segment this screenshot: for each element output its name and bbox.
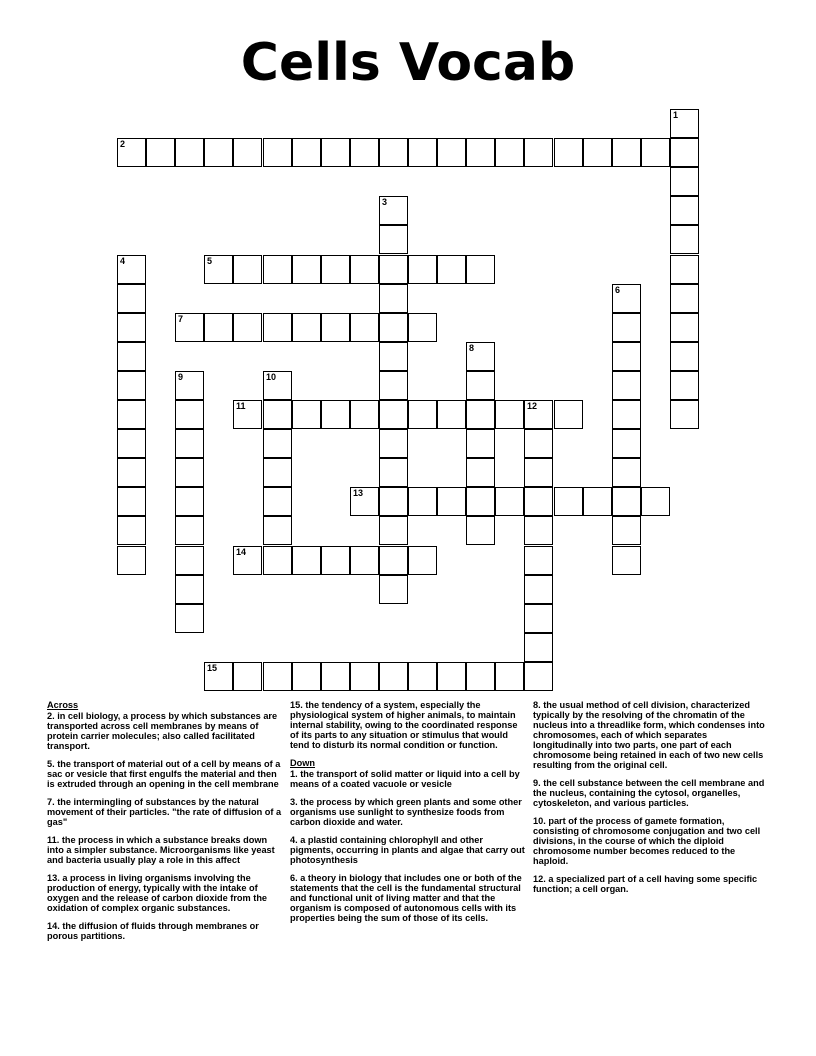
clue-item: [533, 816, 769, 866]
grid-cell[interactable]: [379, 575, 408, 604]
grid-cell[interactable]: [233, 313, 262, 342]
grid-cell[interactable]: [670, 167, 699, 196]
grid-cell[interactable]: [379, 546, 408, 575]
grid-cell[interactable]: [437, 662, 466, 691]
grid-cell[interactable]: [350, 138, 379, 167]
grid-cell[interactable]: [233, 662, 262, 691]
grid-cell[interactable]: [437, 487, 466, 516]
down-heading: Down: [290, 758, 316, 768]
clue-number: 10.: [533, 816, 549, 826]
grid-cell[interactable]: [175, 575, 204, 604]
grid-cell[interactable]: [379, 255, 408, 284]
grid-cell[interactable]: [379, 313, 408, 342]
grid-cell[interactable]: [554, 138, 583, 167]
grid-cell[interactable]: [379, 225, 408, 254]
grid-cell[interactable]: [204, 255, 233, 284]
grid-cell[interactable]: [175, 458, 204, 487]
grid-cell[interactable]: [175, 400, 204, 429]
grid-cell[interactable]: [408, 546, 437, 575]
clue-text: a theory in biology that includes one or both of the statements that the cell is the fundamental structural and functional unit of living matter and that the organism is composed of autonomous cells with its properties being the sum of those of its cells.: [290, 873, 522, 923]
across-heading: Across: [47, 700, 79, 710]
grid-cell[interactable]: [524, 516, 553, 545]
grid-cell[interactable]: [379, 371, 408, 400]
grid-cell[interactable]: [117, 546, 146, 575]
grid-cell[interactable]: [321, 255, 350, 284]
grid-cell[interactable]: [350, 546, 379, 575]
grid-cell[interactable]: [612, 138, 641, 167]
clue-number-label: 14: [236, 547, 247, 557]
grid-cell[interactable]: [379, 138, 408, 167]
grid-cell[interactable]: [117, 487, 146, 516]
clue-item: [290, 797, 526, 827]
clue-number: 11.: [47, 835, 62, 845]
grid-cell[interactable]: [524, 429, 553, 458]
grid-cell[interactable]: [263, 662, 292, 691]
clue-text: the process by which green plants and some other organisms use sunlight to synthesize foods from carbon dioxide and water.: [290, 797, 522, 827]
grid-cell[interactable]: [204, 313, 233, 342]
grid-cell[interactable]: [292, 138, 321, 167]
grid-cell[interactable]: [263, 400, 292, 429]
grid-cell[interactable]: [233, 138, 262, 167]
clue-number-label: 10: [266, 372, 277, 382]
grid-cell[interactable]: [524, 487, 553, 516]
grid-cell[interactable]: [321, 313, 350, 342]
grid-cell[interactable]: [117, 458, 146, 487]
grid-cell[interactable]: [437, 400, 466, 429]
clue-number: 15.: [290, 700, 306, 710]
grid-cell[interactable]: [379, 487, 408, 516]
grid-cell[interactable]: [379, 284, 408, 313]
clue-item: [533, 874, 769, 894]
grid-cell[interactable]: [641, 487, 670, 516]
grid-cell[interactable]: [612, 516, 641, 545]
grid-cell[interactable]: [670, 225, 699, 254]
grid-cell[interactable]: [554, 487, 583, 516]
grid-cell[interactable]: [408, 255, 437, 284]
clue-number: 3.: [290, 797, 301, 807]
clue-number: 9.: [533, 778, 544, 788]
grid-cell[interactable]: [117, 284, 146, 313]
grid-cell[interactable]: [466, 516, 495, 545]
grid-cell[interactable]: [117, 138, 146, 167]
grid-cell[interactable]: [175, 516, 204, 545]
grid-cell[interactable]: [670, 255, 699, 284]
clue-text: a plastid containing chlorophyll and other pigments, occurring in plants and algae that carry out photosynthesis: [290, 835, 525, 865]
grid-cell[interactable]: [466, 138, 495, 167]
grid-cell[interactable]: [350, 313, 379, 342]
clue-number: 13.: [47, 873, 63, 883]
grid-cell[interactable]: [117, 429, 146, 458]
grid-cell[interactable]: [175, 604, 204, 633]
grid-cell[interactable]: [670, 342, 699, 371]
grid-cell[interactable]: [524, 662, 553, 691]
grid-cell[interactable]: [612, 400, 641, 429]
page-title: Cells Vocab: [240, 33, 576, 93]
clue-number-label: 7: [178, 314, 184, 324]
grid-cell[interactable]: [175, 313, 204, 342]
grid-cell[interactable]: [670, 109, 699, 138]
clue-text: part of the process of gamete formation, consisting of chromosome conjugation and two cell divisions, in the course of which the diploid chromosome number becomes reduced to the haploid.: [533, 816, 761, 866]
grid-cell[interactable]: [379, 342, 408, 371]
grid-cell[interactable]: [466, 429, 495, 458]
grid-cell[interactable]: [495, 400, 524, 429]
clue-number-label: 9: [178, 372, 184, 382]
grid-cell[interactable]: [466, 400, 495, 429]
grid-cell[interactable]: [524, 138, 553, 167]
clue-item: [533, 700, 769, 770]
clue-list-col1: [47, 711, 283, 941]
grid-cell[interactable]: [263, 138, 292, 167]
clue-text: a process in living organisms involving the production of energy, typically with the intake of oxygen and the release of carbon dioxide from the oxidation of complex organic substances.: [47, 873, 268, 913]
clue-text: the intermingling of substances by the natural movement of their particles. "the rate of diffusion of a gas": [47, 797, 282, 827]
clues-column-3: [533, 700, 769, 902]
grid-cell[interactable]: [117, 342, 146, 371]
grid-cell[interactable]: [408, 313, 437, 342]
grid-cell[interactable]: [175, 371, 204, 400]
clue-number-label: 15: [207, 663, 218, 673]
grid-cell[interactable]: [379, 516, 408, 545]
clue-text: a specialized part of a cell having some specific function; a cell organ.: [533, 874, 758, 894]
grid-cell[interactable]: [117, 516, 146, 545]
clue-list-col2-across: [290, 700, 526, 750]
clue-number-label: 1: [673, 110, 679, 120]
grid-cell[interactable]: [263, 546, 292, 575]
clue-number-label: 3: [382, 197, 388, 207]
grid-cell[interactable]: [263, 313, 292, 342]
grid-cell[interactable]: [670, 371, 699, 400]
clue-text: the usual method of cell division, characterized typically by the resolving of the chromatin of the nucleus into a threadlike form, which condenses into chromosomes, each of which separates longitudinally into two parts, one part of each chromosome being retained in each of two new cells resulting from the original cell.: [533, 700, 765, 770]
grid-cell[interactable]: [292, 255, 321, 284]
grid-cell[interactable]: [292, 400, 321, 429]
clue-number-label: 13: [353, 488, 364, 498]
grid-cell[interactable]: [263, 371, 292, 400]
grid-cell[interactable]: [437, 138, 466, 167]
clue-text: in cell biology, a process by which substances are transported across cell membranes by means of protein carrier molecules; also called facilitated transport.: [47, 711, 278, 751]
grid-cell[interactable]: [612, 458, 641, 487]
grid-cell[interactable]: [204, 138, 233, 167]
grid-cell[interactable]: [408, 662, 437, 691]
clues-column-1: [47, 700, 283, 949]
grid-cell[interactable]: [350, 255, 379, 284]
clue-number-label: 4: [120, 256, 126, 266]
clue-list-col2-down: [290, 769, 526, 923]
grid-cell[interactable]: [379, 196, 408, 225]
grid-cell[interactable]: [263, 516, 292, 545]
grid-cell[interactable]: [233, 255, 262, 284]
clue-text: the tendency of a system, especially the physiological system of higher animals, to maintain internal stability, owing to the coordinated response of its parts to any situation or stimulus that would tend to disturb its normal condition or function.: [290, 700, 518, 750]
grid-cell[interactable]: [524, 604, 553, 633]
grid-cell[interactable]: [670, 138, 699, 167]
grid-cell[interactable]: [437, 255, 466, 284]
grid-cell[interactable]: [466, 487, 495, 516]
grid-cell[interactable]: [466, 458, 495, 487]
grid-cell[interactable]: [408, 487, 437, 516]
clue-number-label: 6: [615, 285, 621, 295]
grid-cell[interactable]: [379, 429, 408, 458]
clue-text: the transport of solid matter or liquid into a cell by means of a coated vacuole or vesicle: [290, 769, 520, 789]
grid-cell[interactable]: [233, 546, 262, 575]
grid-cell[interactable]: [495, 487, 524, 516]
grid-cell[interactable]: [175, 487, 204, 516]
grid-cell[interactable]: [641, 138, 670, 167]
grid-cell[interactable]: [379, 400, 408, 429]
grid-cell[interactable]: [379, 662, 408, 691]
clue-item: [290, 700, 526, 750]
grid-cell[interactable]: [292, 662, 321, 691]
clue-number: 2.: [47, 711, 58, 721]
clue-number-label: 12: [527, 401, 538, 411]
clue-number: 12.: [533, 874, 549, 884]
grid-cell[interactable]: [233, 400, 262, 429]
grid-cell[interactable]: [292, 546, 321, 575]
clue-number: 4.: [290, 835, 301, 845]
grid-cell[interactable]: [117, 371, 146, 400]
clue-item: [290, 873, 526, 923]
grid-cell[interactable]: [524, 575, 553, 604]
clue-item: [47, 921, 283, 941]
grid-cell[interactable]: [612, 342, 641, 371]
grid-cell[interactable]: [146, 138, 175, 167]
clue-item: [533, 778, 769, 808]
clue-list-col3: [533, 700, 769, 894]
grid-cell[interactable]: [612, 284, 641, 313]
clue-number: 5.: [47, 759, 58, 769]
clue-text: the cell substance between the cell membrane and the nucleus, containing the cytosol, organelles, cytoskeleton, and various particles.: [533, 778, 765, 808]
grid-cell[interactable]: [321, 400, 350, 429]
grid-cell[interactable]: [117, 400, 146, 429]
grid-cell[interactable]: [408, 400, 437, 429]
grid-cell[interactable]: [263, 458, 292, 487]
grid-cell[interactable]: [350, 487, 379, 516]
grid-cell[interactable]: [466, 255, 495, 284]
grid-cell[interactable]: [583, 138, 612, 167]
grid-cell[interactable]: [408, 138, 437, 167]
clue-number-label: 5: [207, 256, 213, 266]
grid-cell[interactable]: [670, 400, 699, 429]
grid-cell[interactable]: [670, 196, 699, 225]
grid-cell[interactable]: [350, 400, 379, 429]
grid-cell[interactable]: [612, 313, 641, 342]
grid-cell[interactable]: [379, 458, 408, 487]
grid-cell[interactable]: [350, 662, 379, 691]
grid-cell[interactable]: [583, 487, 612, 516]
grid-cell[interactable]: [524, 546, 553, 575]
grid-cell[interactable]: [495, 662, 524, 691]
grid-cell[interactable]: [670, 313, 699, 342]
clue-number: 8.: [533, 700, 544, 710]
grid-cell[interactable]: [524, 458, 553, 487]
grid-cell[interactable]: [612, 371, 641, 400]
grid-cell[interactable]: [175, 546, 204, 575]
grid-cell[interactable]: [204, 662, 233, 691]
grid-cell[interactable]: [175, 138, 204, 167]
clue-text: the diffusion of fluids through membranes or porous partitions.: [47, 921, 259, 941]
grid-cell[interactable]: [495, 138, 524, 167]
clue-number: 6.: [290, 873, 301, 883]
clue-number: 1.: [290, 769, 301, 779]
grid-cell[interactable]: [612, 487, 641, 516]
grid-cell[interactable]: [117, 313, 146, 342]
grid-cell[interactable]: [263, 255, 292, 284]
grid-cell[interactable]: [612, 546, 641, 575]
clue-item: [47, 711, 283, 751]
grid-cell[interactable]: [466, 371, 495, 400]
grid-cell[interactable]: [466, 342, 495, 371]
clue-item: [47, 835, 283, 865]
grid-cell[interactable]: [524, 400, 553, 429]
grid-cell[interactable]: [466, 662, 495, 691]
clue-item: [290, 769, 526, 789]
clue-number: 7.: [47, 797, 58, 807]
grid-cell[interactable]: [321, 662, 350, 691]
clue-text: the transport of material out of a cell by means of a sac or vesicle that first engulfs the material and then is extruded through an opening in the cell membrane: [47, 759, 281, 789]
grid-cell[interactable]: [670, 284, 699, 313]
clue-item: [47, 797, 283, 827]
grid-cell[interactable]: [612, 429, 641, 458]
grid-cell[interactable]: [292, 313, 321, 342]
grid-cell[interactable]: [175, 429, 204, 458]
grid-cell[interactable]: [554, 400, 583, 429]
grid-cell[interactable]: [321, 546, 350, 575]
grid-cell[interactable]: [117, 255, 146, 284]
grid-cell[interactable]: [524, 633, 553, 662]
clue-number-label: 2: [120, 139, 126, 149]
grid-cell[interactable]: [263, 487, 292, 516]
clue-number: 14.: [47, 921, 63, 931]
clues-column-2: [290, 700, 526, 931]
clue-number-label: 8: [469, 343, 475, 353]
clue-item: [47, 873, 283, 913]
clue-item: [47, 759, 283, 789]
clue-text: the process in which a substance breaks down into a simpler substance. Microorganisms like yeast and bacteria usually play a role in this affect: [47, 835, 275, 865]
clue-number-label: 11: [236, 401, 246, 411]
grid-cell[interactable]: [321, 138, 350, 167]
grid-cell[interactable]: [263, 429, 292, 458]
clue-item: [290, 835, 526, 865]
